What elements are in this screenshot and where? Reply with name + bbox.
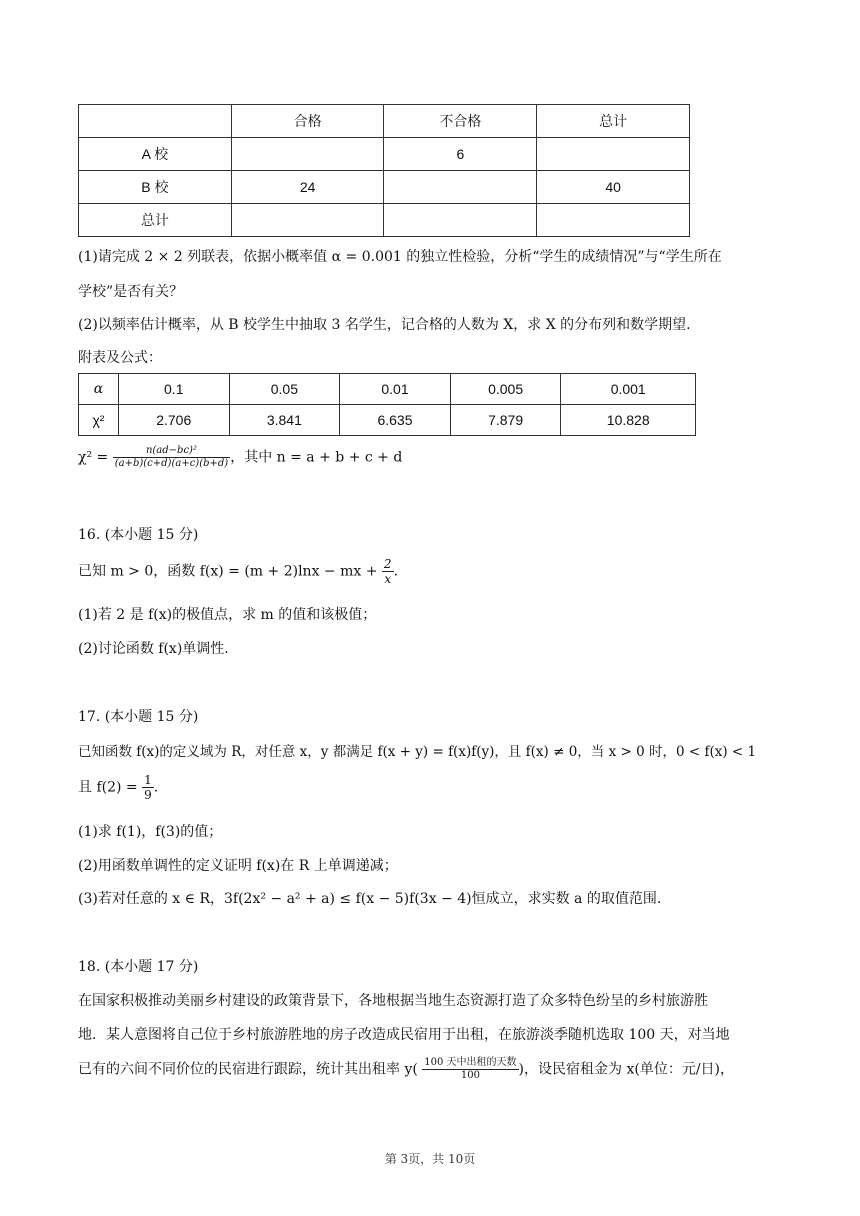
table-row bbox=[79, 405, 696, 436]
table-cell: 2.706 bbox=[118, 405, 229, 436]
table-cell: 3.841 bbox=[229, 405, 340, 436]
table-cell bbox=[231, 204, 384, 237]
q18-fraction-den: 100 bbox=[460, 1070, 480, 1081]
table-header-cell: 合格 bbox=[231, 105, 384, 138]
table-cell: 总计 bbox=[79, 204, 232, 237]
chi-label: χ² bbox=[79, 405, 119, 436]
table-header-cell bbox=[79, 105, 232, 138]
table-cell: 7.879 bbox=[450, 405, 561, 436]
table-cell: 0.1 bbox=[118, 374, 229, 405]
table-cell: 40 bbox=[537, 171, 690, 204]
q15-part1-line2: 学校”是否有关？ bbox=[78, 284, 184, 300]
table-cell bbox=[384, 171, 537, 204]
table-cell bbox=[537, 204, 690, 237]
q17-stem-line2-text: 且 f(2) = bbox=[78, 779, 138, 796]
chi-square-critical-table bbox=[78, 373, 696, 436]
table-row bbox=[79, 138, 690, 171]
q16-part1: (1)若 2 是 f(x)的极值点，求 m 的值和该极值； bbox=[78, 607, 377, 623]
table-cell: 0.01 bbox=[340, 374, 451, 405]
formula-numerator: n(ad−bc)² bbox=[113, 446, 230, 458]
formula-fraction bbox=[113, 446, 230, 469]
table-cell: 0.05 bbox=[229, 374, 340, 405]
table-cell bbox=[231, 138, 384, 171]
q16-fraction-num: 2 bbox=[383, 557, 392, 571]
q18-line3 bbox=[78, 1058, 734, 1081]
q18-fraction bbox=[422, 1058, 518, 1081]
table-row bbox=[79, 204, 690, 237]
formula-tail: ，其中 n = a + b + c + d bbox=[230, 449, 403, 466]
table-cell: 6.635 bbox=[340, 405, 451, 436]
q17-part1: (1)求 f(1)，f(3)的值； bbox=[78, 824, 223, 840]
table-cell: 24 bbox=[231, 171, 384, 204]
q18-line2: 地．某人意图将自己位于乡村旅游胜地的房子改造成民宿用于出租，在旅游淡季随机选取 100 天，对当地 bbox=[78, 1027, 730, 1043]
table-cell bbox=[537, 138, 690, 171]
q16-stem bbox=[78, 558, 398, 585]
formula-lhs: χ² = bbox=[78, 449, 109, 466]
table-row bbox=[79, 171, 690, 204]
table-cell: 0.001 bbox=[561, 374, 696, 405]
q16-part2: (2)讨论函数 f(x)单调性. bbox=[78, 641, 229, 657]
q17-stem-line2-end: . bbox=[153, 779, 159, 796]
table-cell bbox=[384, 204, 537, 237]
q17-fraction-num: 1 bbox=[144, 773, 152, 787]
q18-line3-text: 已有的六间不同价位的民宿进行跟踪，统计其出租率 y( bbox=[78, 1061, 418, 1078]
q17-fraction-den: 9 bbox=[144, 788, 152, 802]
formula-denominator: (a+b)(c+d)(a+c)(b+d) bbox=[114, 458, 229, 469]
q18-fraction-num: 100 天中出租的天数 bbox=[424, 1057, 517, 1068]
q16-stem-end: . bbox=[393, 563, 399, 580]
q17-part2: (2)用函数单调性的定义证明 f(x)在 R 上单调递减； bbox=[78, 858, 398, 874]
q16-stem-text: 已知 m > 0，函数 f(x) = (m + 2)lnx − mx + bbox=[78, 563, 378, 580]
chi-square-formula bbox=[78, 446, 402, 469]
q16-fraction-den: x bbox=[384, 572, 392, 586]
q18-line1: 在国家积极推动美丽乡村建设的政策背景下，各地根据当地生态资源打造了众多特色纷呈的乡村旅游胜 bbox=[78, 993, 708, 1009]
table-header-cell: 总计 bbox=[537, 105, 690, 138]
table-cell: B 校 bbox=[79, 171, 232, 204]
table-header-row bbox=[79, 105, 690, 138]
contingency-table bbox=[78, 104, 690, 237]
q17-part3: (3)若对任意的 x ∈ R，3f(2x² − a² + a) ≤ f(x − 5)f(3x − 4)恒成立，求实数 a 的取值范围. bbox=[78, 891, 662, 907]
table-cell: 10.828 bbox=[561, 405, 696, 436]
table-row bbox=[79, 374, 696, 405]
q16-fraction bbox=[382, 558, 394, 585]
page-footer: 第 3页，共 10页 bbox=[384, 1152, 476, 1166]
q18-title: 18. (本小题 17 分) bbox=[78, 959, 199, 975]
q17-fraction bbox=[142, 774, 154, 801]
q15-part1-line1: (1)请完成 2 × 2 列联表，依据小概率值 α = 0.001 的独立性检验，分析“学生的成绩情况”与“学生所在 bbox=[78, 249, 722, 265]
q18-line3-end: )，设民宿租金为 x(单位：元/日)， bbox=[518, 1061, 734, 1078]
q17-stem-line1: 已知函数 f(x)的定义域为 R，对任意 x，y 都满足 f(x + y) = f(x)f(y)，且 f(x) ≠ 0，当 x > 0 时，0 < f(x) < 1 bbox=[78, 744, 757, 760]
appendix-label: 附表及公式： bbox=[78, 350, 162, 366]
alpha-label: α bbox=[79, 374, 119, 405]
table-cell: 0.005 bbox=[450, 374, 561, 405]
table-header-cell: 不合格 bbox=[384, 105, 537, 138]
q15-part2: (2)以频率估计概率，从 B 校学生中抽取 3 名学生，记合格的人数为 X，求 X 的分布列和数学期望. bbox=[78, 317, 691, 333]
q16-title: 16. (本小题 15 分) bbox=[78, 527, 199, 543]
table-cell: 6 bbox=[384, 138, 537, 171]
q17-title: 17. (本小题 15 分) bbox=[78, 709, 199, 725]
table-cell: A 校 bbox=[79, 138, 232, 171]
q17-stem-line2 bbox=[78, 774, 158, 801]
